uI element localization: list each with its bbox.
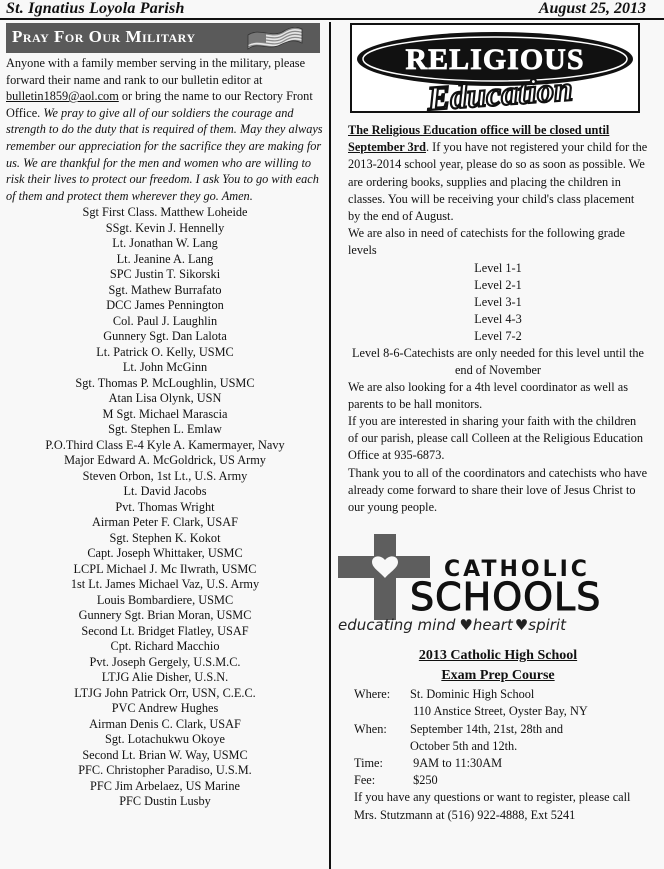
office-closed-notice: The Religious Education office will be closed until September 3rd [348,123,610,155]
service-member-name: Lt. David Jacobs [123,484,207,499]
service-members-list [6,205,324,810]
service-member-name: Lt. John McGinn [122,360,208,375]
service-member-name: Sgt. Stephen K. Kokot [109,530,221,545]
grade-level-item: Level 3-1 [474,294,522,309]
exam-prep-contact: If you have any questions or want to register, please call Mrs. Stutzmann at (516) 922-4888, Ext 5241 [354,790,631,822]
exam-prep-label [354,703,410,720]
military-banner [6,23,320,53]
service-member-name: 1st Lt. James Michael Vaz, U.S. Army [70,577,260,592]
grade-levels-list [348,260,648,345]
exam-prep-value: 9AM to 11:30AM [410,756,503,771]
catechists-needed: We are also in need of catechists for the following grade levels [348,226,625,258]
heart-icon: ♥ [459,616,473,635]
service-member-name: Major Edward A. McGoldrick, US Army [64,453,266,468]
service-member-name: LTJG Alie Disher, U.S.N. [101,670,229,685]
service-member-name: Lt. Jonathan W. Lang [112,236,218,251]
masthead [0,0,664,20]
service-member-name: Gunnery Sgt. Brian Moran, USMC [78,608,252,623]
service-member-name: Cpt. Richard Macchio [110,639,220,654]
heart-icon: ♥ [514,616,529,635]
american-flag-icon [244,25,306,51]
exam-prep-label: Where: [354,687,391,702]
service-member-name: Sgt. Thomas P. McLoughlin, USMC [75,375,255,390]
grade-level-item: Level 1-1 [474,260,522,275]
service-member-name: Sgt. Lotachukwu Okoye [105,732,225,747]
service-member-name: Second Lt. Bridget Flatley, USAF [81,623,249,638]
cs-logo-line1: CATHOLIC [444,557,590,583]
column-divider [329,22,331,869]
exam-prep-value: $250 [410,773,438,788]
exam-prep-value: 110 Anstice Street, Oyster Bay, NY [410,704,588,719]
service-member-name: LCPL Michael J. Mc Ilwrath, USMC [73,561,257,576]
service-member-name: LTJG John Patrick Orr, USN, C.E.C. [74,685,256,700]
exam-prep-label: Time: [354,756,383,771]
bulletin-date: August 25, 2013 [538,0,646,17]
grade-level-item: Level 7-2 [474,328,522,343]
military-intro [6,55,324,204]
service-member-name: Sgt First Class. Matthew Loheide [82,205,248,220]
re-logo-line2: Education [426,70,574,113]
exam-prep-value: St. Dominic High School [410,687,535,702]
cs-tagline-heart: heart [472,616,513,635]
service-member-name: Gunnery Sgt. Dan Lalota [103,329,227,344]
exam-prep-row [354,772,648,789]
service-member-name: Louis Bombardiere, USMC [96,592,234,607]
service-member-name: PFC Jim Arbelaez, US Marine [90,778,240,793]
exam-prep-label: When: [354,721,387,736]
exam-prep-row [354,755,648,772]
service-member-name: Lt. Patrick O. Kelly, USMC [96,344,234,359]
exam-prep-value: September 14th, 21st, 28th and [410,721,564,736]
service-member-name: Atan Lisa Olynk, USN [108,391,222,406]
cs-tagline-spirit: spirit [528,616,566,635]
re-logo-line1: RELIGIOUS [405,43,585,76]
service-member-name: Sgt. Stephen L. Emlaw [108,422,222,437]
exam-prep-value: October 5th and 12th. [410,738,518,753]
service-member-name: Airman Denis C. Clark, USAF [89,716,241,731]
service-member-name: SPC Justin T. Sikorski [109,267,221,282]
intro-text-2: or bring the name to our Rectory Front Office. [6,89,313,120]
military-heading: Pray For Our Military [12,27,196,46]
service-member-name: Pvt. Joseph Gergely, U.S.M.C. [89,654,241,669]
service-member-name: PFC Dustin Lusby [119,794,211,809]
service-member-name: PVC Andrew Hughes [111,701,219,716]
service-member-name: Col. Paul J. Laughlin [112,313,218,328]
service-member-name: Lt. Jeanine A. Lang [116,251,214,266]
exam-prep-row [354,703,648,720]
service-member-name: PFC. Christopher Paradiso, U.S.M. [78,763,252,778]
cs-tagline-mind: educating mind [338,616,456,635]
exam-prep-title-line1: 2013 Catholic High School [418,648,578,664]
contact-paragraph: If you are interested in sharing your faith with the children of our parish, please call Colleen at the Religious Education Office at 935-6873. [348,414,644,463]
service-member-name: DCC James Pennington [106,298,224,313]
service-member-name: Steven Orbon, 1st Lt., U.S. Army [82,468,248,483]
service-member-name: P.O.Third Class E-4 Kyle A. Kamermayer, Navy [45,437,285,452]
coordinator-request: We are also looking for a 4th level coordinator as well as parents to be hall monitors. [348,379,629,411]
religious-ed-notice [348,122,648,516]
grade-level-item: Level 2-1 [474,277,522,292]
catholic-schools-logo [334,530,654,634]
exam-prep-title [348,646,648,686]
military-section [6,23,324,810]
editor-email-link[interactable]: bulletin1859@aol.com [6,89,119,104]
registration-paragraph: . If you have not registered your child for the 2013-2014 school year, please do so as soon as possible. We are ordering books, supplies and placing the children in classes. You will be receiving your child's class placement by the end of August. [348,140,648,224]
parish-name: St. Ignatius Loyola Parish [6,0,185,17]
service-member-name: Pvt. Thomas Wright [115,499,215,514]
exam-prep-title-line2: Exam Prep Course [441,668,555,684]
service-member-name: Capt. Joseph Whittaker, USMC [87,546,243,561]
exam-prep-row [354,721,648,738]
exam-prep-details [354,686,648,789]
right-column [338,23,648,824]
service-member-name: Sgt. Mathew Burrafato [108,282,222,297]
service-member-name: M Sgt. Michael Marascia [102,406,228,421]
religious-education-logo [350,23,640,113]
exam-prep-label: Fee: [354,773,376,788]
exam-prep-label [354,738,410,755]
intro-text-1: Anyone with a family member serving in the military, please forward their name and rank to our bulletin editor at [6,56,306,87]
grade-level-item: Level 4-3 [474,311,522,326]
level-note: Level 8-6-Catechists are only needed for this level until the end of November [352,345,644,377]
service-member-name: Second Lt. Brian W. Way, USMC [82,747,248,762]
service-member-name: SSgt. Kevin J. Hennelly [105,220,225,235]
military-prayer: We pray to give all of our soldiers the courage and strength to do the duty that is required of them. May they always remember our appreciation for the sacrifice they are making for us. We are thankful for the men and women who are willing to risk their lives to protect our freedom. I ask You to go with each of them and protect them wherever they go. Amen. [6,105,323,203]
service-member-name: Airman Peter F. Clark, USAF [92,515,238,530]
svg-text:educating mind♥heart♥spirit [338,616,567,634]
exam-prep-row [354,738,648,755]
cs-logo-line2: SCHOOLS [410,575,602,620]
exam-prep-row [354,686,648,703]
thank-you-paragraph: Thank you to all of the coordinators and catechists who have already come forward to share their love of Jesus Christ to our young people. [348,465,648,515]
